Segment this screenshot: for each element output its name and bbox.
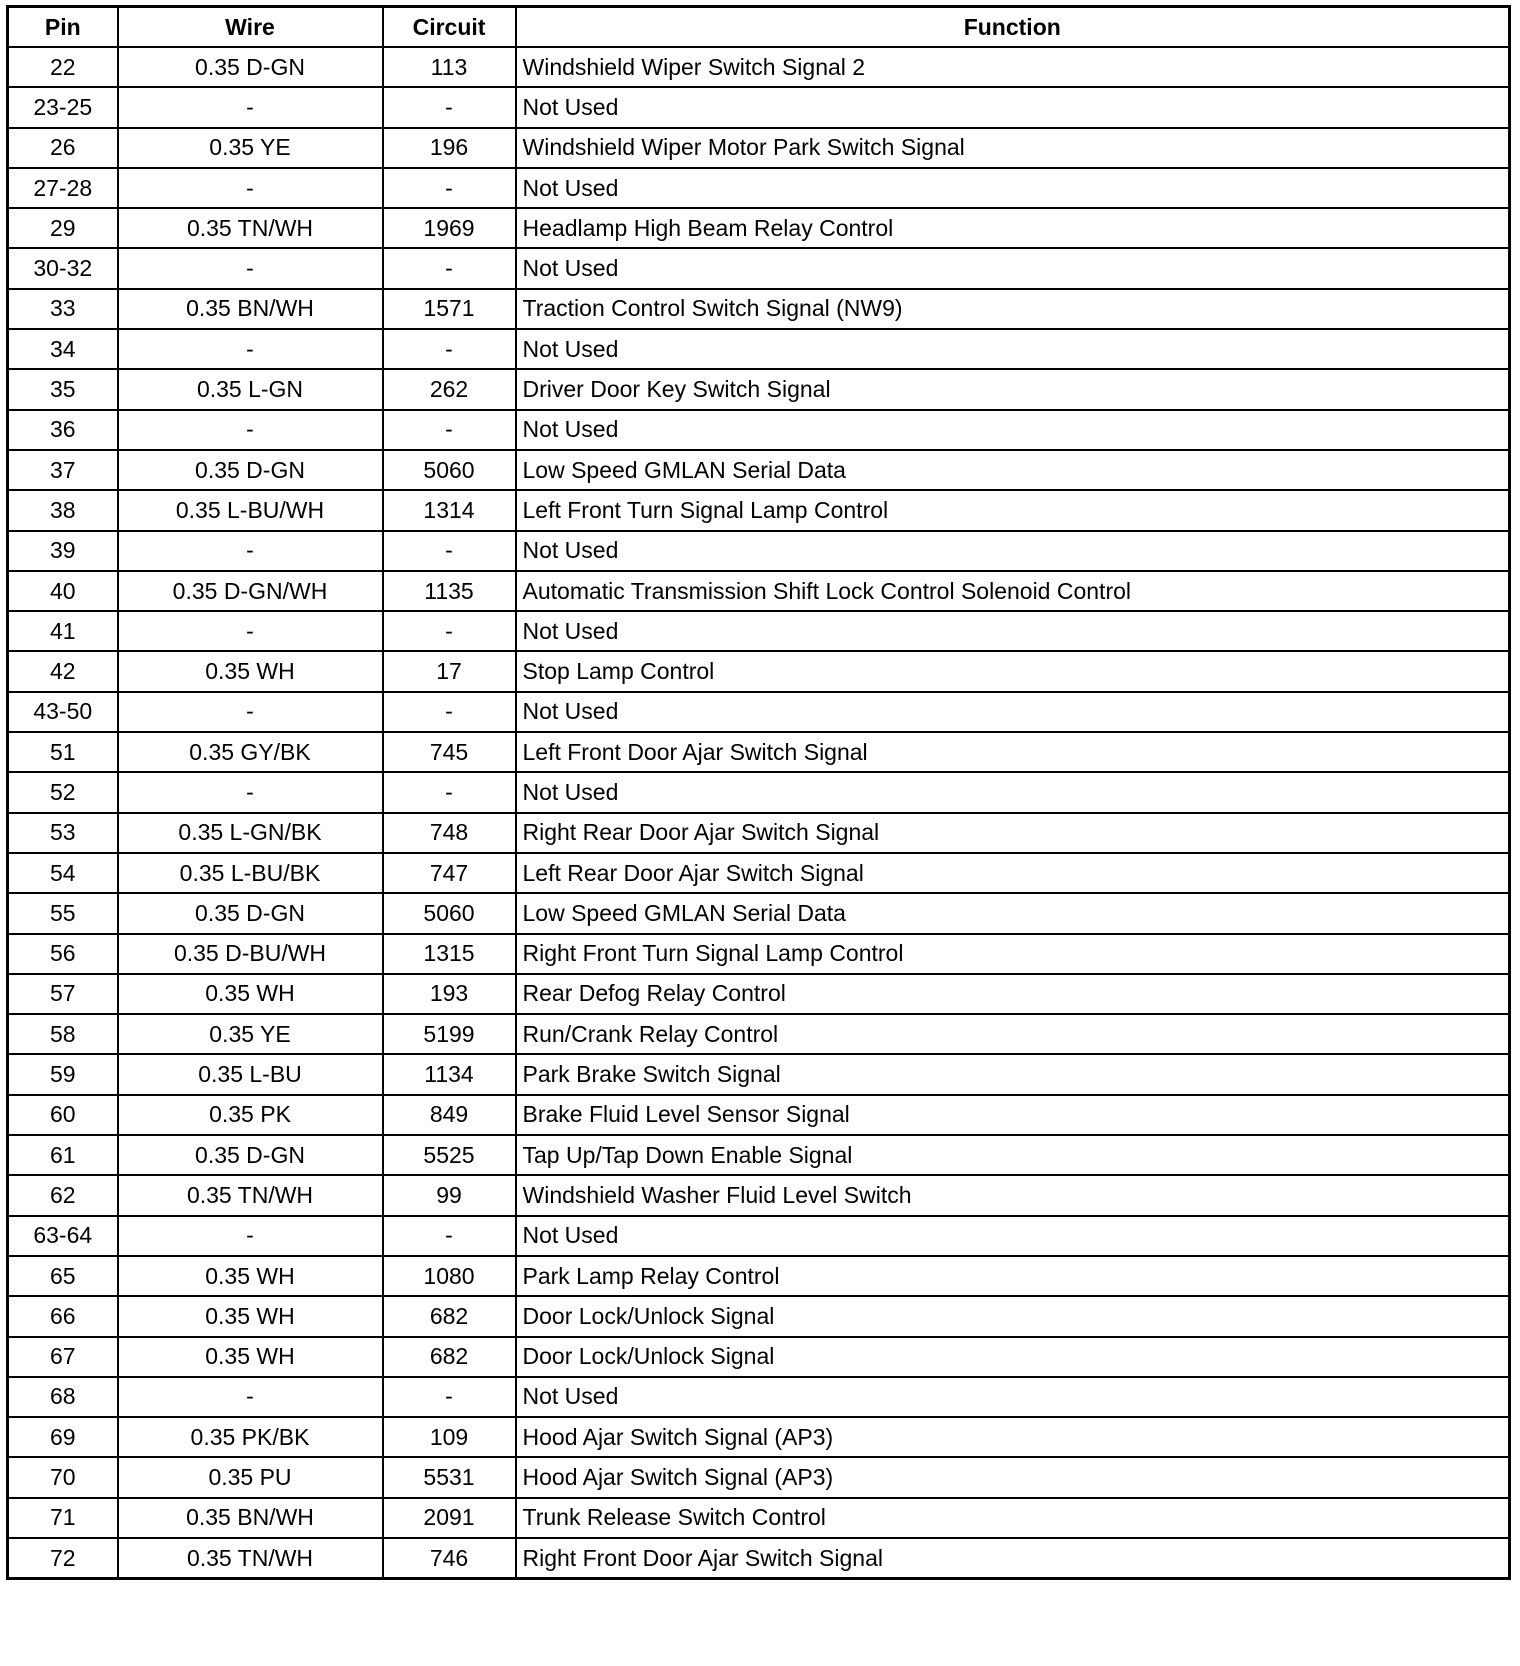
table-row bbox=[8, 128, 1510, 168]
cell-circuit: - bbox=[383, 692, 516, 732]
cell-function: Not Used bbox=[516, 87, 1510, 127]
cell-wire: 0.35 D-GN bbox=[118, 1135, 383, 1175]
cell-circuit: - bbox=[383, 1377, 516, 1417]
table-row bbox=[8, 1457, 1510, 1497]
cell-function: Run/Crank Relay Control bbox=[516, 1014, 1510, 1054]
cell-function: Driver Door Key Switch Signal bbox=[516, 369, 1510, 409]
cell-circuit: - bbox=[383, 248, 516, 288]
cell-function: Brake Fluid Level Sensor Signal bbox=[516, 1095, 1510, 1135]
cell-circuit: 745 bbox=[383, 732, 516, 772]
cell-wire: 0.35 L-BU/BK bbox=[118, 853, 383, 893]
cell-circuit: 1969 bbox=[383, 208, 516, 248]
cell-function: Headlamp High Beam Relay Control bbox=[516, 208, 1510, 248]
cell-pin: 70 bbox=[8, 1457, 118, 1497]
cell-pin: 71 bbox=[8, 1498, 118, 1538]
cell-function: Right Front Door Ajar Switch Signal bbox=[516, 1538, 1510, 1579]
table-row bbox=[8, 651, 1510, 691]
cell-circuit: 262 bbox=[383, 369, 516, 409]
cell-circuit: 747 bbox=[383, 853, 516, 893]
cell-wire: - bbox=[118, 692, 383, 732]
cell-function: Not Used bbox=[516, 329, 1510, 369]
table-row bbox=[8, 87, 1510, 127]
cell-wire: - bbox=[118, 531, 383, 571]
cell-wire: 0.35 YE bbox=[118, 1014, 383, 1054]
cell-function: Left Front Turn Signal Lamp Control bbox=[516, 490, 1510, 530]
cell-wire: 0.35 WH bbox=[118, 1337, 383, 1377]
cell-circuit: 1314 bbox=[383, 490, 516, 530]
cell-function: Traction Control Switch Signal (NW9) bbox=[516, 289, 1510, 329]
cell-function: Door Lock/Unlock Signal bbox=[516, 1337, 1510, 1377]
table-row bbox=[8, 248, 1510, 288]
cell-function: Tap Up/Tap Down Enable Signal bbox=[516, 1135, 1510, 1175]
connector-pinout-table bbox=[6, 5, 1511, 1580]
cell-function: Hood Ajar Switch Signal (AP3) bbox=[516, 1417, 1510, 1457]
cell-pin: 34 bbox=[8, 329, 118, 369]
cell-wire: 0.35 D-BU/WH bbox=[118, 934, 383, 974]
cell-function: Automatic Transmission Shift Lock Control Solenoid Control bbox=[516, 571, 1510, 611]
cell-pin: 26 bbox=[8, 128, 118, 168]
cell-pin: 69 bbox=[8, 1417, 118, 1457]
cell-wire: 0.35 PK bbox=[118, 1095, 383, 1135]
cell-function: Hood Ajar Switch Signal (AP3) bbox=[516, 1457, 1510, 1497]
header-circuit: Circuit bbox=[383, 7, 516, 48]
table-row bbox=[8, 692, 1510, 732]
cell-pin: 23-25 bbox=[8, 87, 118, 127]
cell-function: Not Used bbox=[516, 1377, 1510, 1417]
table-row bbox=[8, 208, 1510, 248]
cell-function: Windshield Wiper Motor Park Switch Signal bbox=[516, 128, 1510, 168]
cell-wire: - bbox=[118, 410, 383, 450]
table-row bbox=[8, 1256, 1510, 1296]
cell-function: Not Used bbox=[516, 611, 1510, 651]
cell-wire: 0.35 L-BU/WH bbox=[118, 490, 383, 530]
table-row bbox=[8, 732, 1510, 772]
cell-circuit: 2091 bbox=[383, 1498, 516, 1538]
table-row bbox=[8, 1175, 1510, 1215]
cell-function: Not Used bbox=[516, 772, 1510, 812]
table-row bbox=[8, 47, 1510, 87]
table-row bbox=[8, 1135, 1510, 1175]
cell-pin: 33 bbox=[8, 289, 118, 329]
cell-pin: 56 bbox=[8, 934, 118, 974]
cell-pin: 63-64 bbox=[8, 1216, 118, 1256]
cell-pin: 42 bbox=[8, 651, 118, 691]
table-row bbox=[8, 1377, 1510, 1417]
cell-pin: 68 bbox=[8, 1377, 118, 1417]
table-row bbox=[8, 772, 1510, 812]
header-pin: Pin bbox=[8, 7, 118, 48]
cell-wire: - bbox=[118, 87, 383, 127]
cell-pin: 62 bbox=[8, 1175, 118, 1215]
cell-pin: 65 bbox=[8, 1256, 118, 1296]
table-row bbox=[8, 289, 1510, 329]
cell-circuit: 5525 bbox=[383, 1135, 516, 1175]
cell-circuit: 5060 bbox=[383, 450, 516, 490]
cell-circuit: 17 bbox=[383, 651, 516, 691]
cell-circuit: 1134 bbox=[383, 1054, 516, 1094]
cell-pin: 27-28 bbox=[8, 168, 118, 208]
cell-function: Right Front Turn Signal Lamp Control bbox=[516, 934, 1510, 974]
cell-pin: 52 bbox=[8, 772, 118, 812]
cell-pin: 29 bbox=[8, 208, 118, 248]
header-wire: Wire bbox=[118, 7, 383, 48]
table-row bbox=[8, 1216, 1510, 1256]
table-row bbox=[8, 893, 1510, 933]
table-row bbox=[8, 1296, 1510, 1336]
cell-pin: 55 bbox=[8, 893, 118, 933]
cell-circuit: 196 bbox=[383, 128, 516, 168]
cell-function: Windshield Wiper Switch Signal 2 bbox=[516, 47, 1510, 87]
cell-circuit: - bbox=[383, 87, 516, 127]
table-row bbox=[8, 1337, 1510, 1377]
cell-function: Park Lamp Relay Control bbox=[516, 1256, 1510, 1296]
cell-pin: 72 bbox=[8, 1538, 118, 1579]
table-header-row bbox=[8, 7, 1510, 48]
cell-pin: 61 bbox=[8, 1135, 118, 1175]
cell-wire: - bbox=[118, 772, 383, 812]
cell-wire: 0.35 PU bbox=[118, 1457, 383, 1497]
cell-pin: 43-50 bbox=[8, 692, 118, 732]
table-row bbox=[8, 1498, 1510, 1538]
cell-circuit: - bbox=[383, 329, 516, 369]
cell-wire: - bbox=[118, 329, 383, 369]
cell-wire: 0.35 D-GN bbox=[118, 47, 383, 87]
cell-function: Not Used bbox=[516, 531, 1510, 571]
cell-function: Stop Lamp Control bbox=[516, 651, 1510, 691]
cell-circuit: 748 bbox=[383, 813, 516, 853]
header-function: Function bbox=[516, 7, 1510, 48]
cell-wire: 0.35 BN/WH bbox=[118, 1498, 383, 1538]
cell-pin: 51 bbox=[8, 732, 118, 772]
cell-wire: 0.35 L-GN/BK bbox=[118, 813, 383, 853]
table-row bbox=[8, 1054, 1510, 1094]
table-row bbox=[8, 853, 1510, 893]
cell-wire: - bbox=[118, 611, 383, 651]
cell-circuit: 113 bbox=[383, 47, 516, 87]
cell-circuit: 746 bbox=[383, 1538, 516, 1579]
cell-pin: 54 bbox=[8, 853, 118, 893]
cell-circuit: - bbox=[383, 772, 516, 812]
cell-wire: 0.35 GY/BK bbox=[118, 732, 383, 772]
cell-pin: 53 bbox=[8, 813, 118, 853]
cell-function: Not Used bbox=[516, 410, 1510, 450]
cell-circuit: 682 bbox=[383, 1337, 516, 1377]
cell-pin: 36 bbox=[8, 410, 118, 450]
cell-circuit: - bbox=[383, 1216, 516, 1256]
cell-circuit: 849 bbox=[383, 1095, 516, 1135]
table-row bbox=[8, 531, 1510, 571]
cell-wire: 0.35 L-BU bbox=[118, 1054, 383, 1094]
cell-pin: 30-32 bbox=[8, 248, 118, 288]
cell-pin: 39 bbox=[8, 531, 118, 571]
cell-function: Trunk Release Switch Control bbox=[516, 1498, 1510, 1538]
cell-wire: 0.35 D-GN bbox=[118, 893, 383, 933]
cell-circuit: 1080 bbox=[383, 1256, 516, 1296]
cell-pin: 66 bbox=[8, 1296, 118, 1336]
table-row bbox=[8, 611, 1510, 651]
cell-function: Windshield Washer Fluid Level Switch bbox=[516, 1175, 1510, 1215]
cell-circuit: 99 bbox=[383, 1175, 516, 1215]
cell-wire: 0.35 TN/WH bbox=[118, 1538, 383, 1579]
table-row bbox=[8, 571, 1510, 611]
cell-function: Low Speed GMLAN Serial Data bbox=[516, 450, 1510, 490]
table-row bbox=[8, 934, 1510, 974]
cell-circuit: 1315 bbox=[383, 934, 516, 974]
cell-function: Door Lock/Unlock Signal bbox=[516, 1296, 1510, 1336]
cell-circuit: 5199 bbox=[383, 1014, 516, 1054]
cell-function: Not Used bbox=[516, 248, 1510, 288]
cell-circuit: 5531 bbox=[383, 1457, 516, 1497]
cell-wire: 0.35 TN/WH bbox=[118, 208, 383, 248]
cell-wire: 0.35 WH bbox=[118, 1296, 383, 1336]
cell-wire: 0.35 TN/WH bbox=[118, 1175, 383, 1215]
cell-circuit: 1135 bbox=[383, 571, 516, 611]
cell-pin: 59 bbox=[8, 1054, 118, 1094]
cell-wire: 0.35 L-GN bbox=[118, 369, 383, 409]
cell-pin: 57 bbox=[8, 974, 118, 1014]
table-row bbox=[8, 974, 1510, 1014]
table-row bbox=[8, 1095, 1510, 1135]
cell-circuit: 193 bbox=[383, 974, 516, 1014]
cell-wire: 0.35 WH bbox=[118, 651, 383, 691]
table-row bbox=[8, 813, 1510, 853]
cell-circuit: 682 bbox=[383, 1296, 516, 1336]
table-row bbox=[8, 369, 1510, 409]
cell-function: Low Speed GMLAN Serial Data bbox=[516, 893, 1510, 933]
cell-circuit: - bbox=[383, 531, 516, 571]
cell-pin: 58 bbox=[8, 1014, 118, 1054]
cell-pin: 35 bbox=[8, 369, 118, 409]
table-row bbox=[8, 450, 1510, 490]
cell-pin: 37 bbox=[8, 450, 118, 490]
cell-circuit: - bbox=[383, 168, 516, 208]
table-body bbox=[8, 47, 1510, 1579]
cell-wire: - bbox=[118, 168, 383, 208]
table-row bbox=[8, 1417, 1510, 1457]
cell-pin: 67 bbox=[8, 1337, 118, 1377]
cell-wire: 0.35 YE bbox=[118, 128, 383, 168]
cell-pin: 60 bbox=[8, 1095, 118, 1135]
cell-pin: 40 bbox=[8, 571, 118, 611]
cell-wire: 0.35 D-GN bbox=[118, 450, 383, 490]
cell-pin: 22 bbox=[8, 47, 118, 87]
cell-function: Right Rear Door Ajar Switch Signal bbox=[516, 813, 1510, 853]
cell-circuit: 5060 bbox=[383, 893, 516, 933]
cell-wire: - bbox=[118, 248, 383, 288]
table-row bbox=[8, 1014, 1510, 1054]
cell-wire: - bbox=[118, 1216, 383, 1256]
cell-wire: - bbox=[118, 1377, 383, 1417]
cell-circuit: - bbox=[383, 611, 516, 651]
table-row bbox=[8, 410, 1510, 450]
cell-pin: 41 bbox=[8, 611, 118, 651]
cell-wire: 0.35 D-GN/WH bbox=[118, 571, 383, 611]
cell-function: Not Used bbox=[516, 692, 1510, 732]
cell-function: Park Brake Switch Signal bbox=[516, 1054, 1510, 1094]
cell-wire: 0.35 PK/BK bbox=[118, 1417, 383, 1457]
cell-function: Left Front Door Ajar Switch Signal bbox=[516, 732, 1510, 772]
cell-circuit: 1571 bbox=[383, 289, 516, 329]
table-row bbox=[8, 490, 1510, 530]
cell-function: Not Used bbox=[516, 1216, 1510, 1256]
cell-wire: 0.35 WH bbox=[118, 974, 383, 1014]
cell-circuit: 109 bbox=[383, 1417, 516, 1457]
cell-circuit: - bbox=[383, 410, 516, 450]
cell-pin: 38 bbox=[8, 490, 118, 530]
cell-function: Not Used bbox=[516, 168, 1510, 208]
table-row bbox=[8, 168, 1510, 208]
cell-wire: 0.35 WH bbox=[118, 1256, 383, 1296]
cell-function: Left Rear Door Ajar Switch Signal bbox=[516, 853, 1510, 893]
cell-function: Rear Defog Relay Control bbox=[516, 974, 1510, 1014]
table-row bbox=[8, 1538, 1510, 1579]
table-row bbox=[8, 329, 1510, 369]
cell-wire: 0.35 BN/WH bbox=[118, 289, 383, 329]
